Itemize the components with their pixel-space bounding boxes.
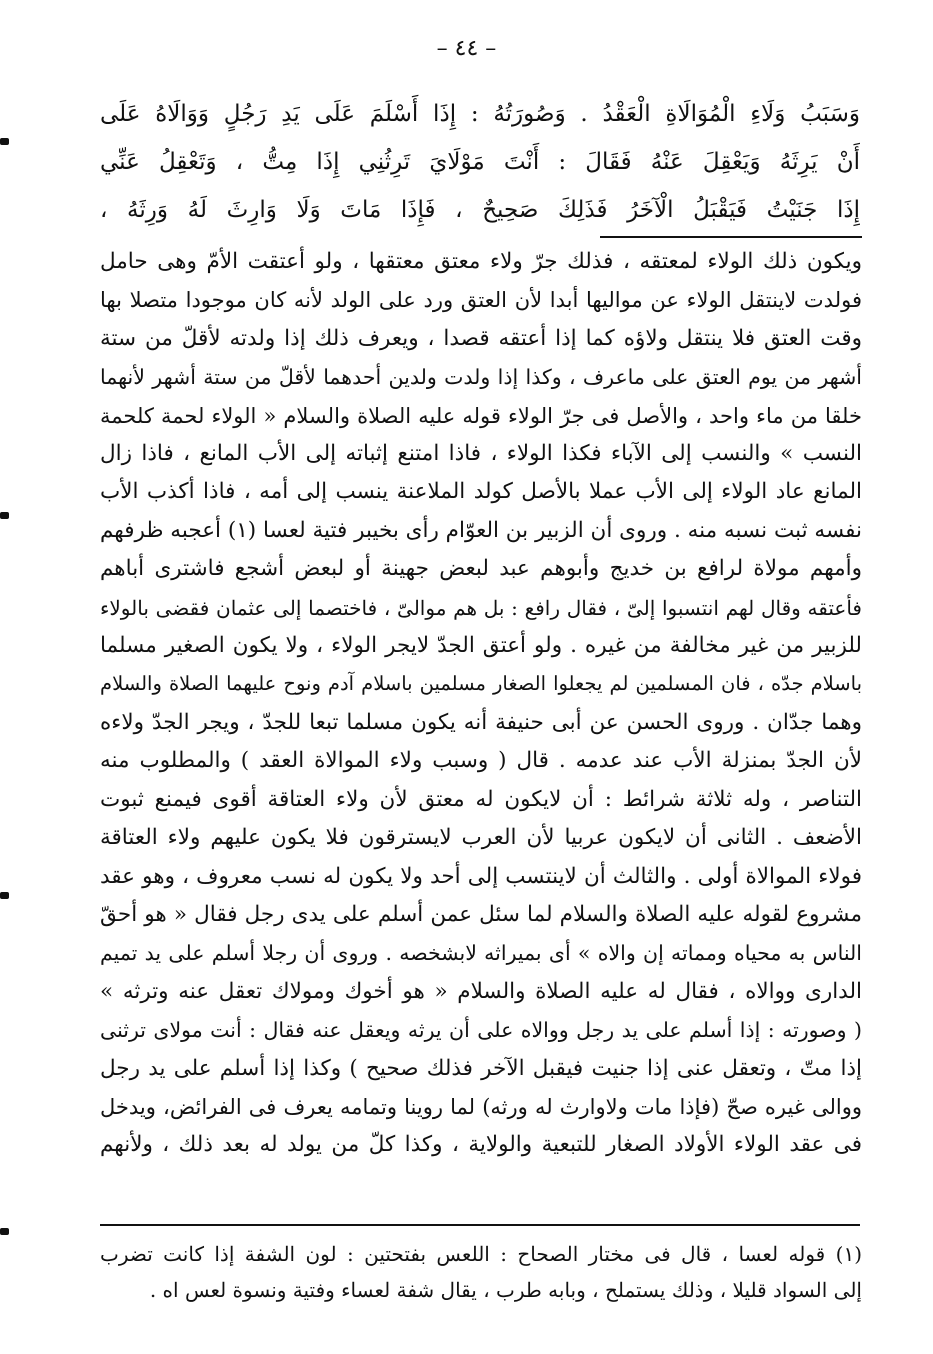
sharh-line: إذا متّ ، وتعقل عنى إذا جنيت فيقبل الآخر فذلك صحيح ) وكذا إذا أسلم على يد رجل (100, 1055, 862, 1081)
matn-line: إِذَا جَنَيْتُ فَيَقْبَلُ الْآخَرُ فَذَلِكَ صَحِيحٌ ، فَإِذَا مَاتَ وَلَا وَارِثَ لَهُ وَرِثَهُ ، (100, 197, 860, 223)
sharh-line: النسب » والنسب إلى الآباء فكذا الولاء ، فاذا امتنع إثباته إلى الأب المانع ، فاذا زال (100, 441, 862, 467)
margin-mark (0, 1228, 9, 1235)
page-number: – ٤٤ – (436, 36, 497, 61)
sharh-line: الناس به محياه ومماته إن والاه » أى بميراثه لابشخصه . وروى أن رجلا أسلم على يد تميم (100, 941, 862, 966)
sharh-text (100, 243, 862, 1165)
matn-line: أَنْ يَرِثَهُ وَيَعْقِلَ عَنْهُ فَقَالَ : أَنْتَ مَوْلَايَ تَرِثُنِي إِذَا مِتُّ ، وَتَعْقِلُ عَنِّي (100, 149, 860, 175)
footnote-line: إلى السواد قليلا ، وذلك يستملح ، وبابه طرب ، يقال شفة لعساء وفتية ونسوة لعس اه . (149, 1278, 862, 1302)
sharh-line: وأمهم مولاة لرافع بن خديج وأبوهم عبد لبعض جهينة أو لبعض أشجع فاشترى أباهم (100, 556, 862, 582)
matn-text (100, 90, 860, 234)
footnote-line: (١) قوله لعسا ، قال فى مختار الصحاح : اللعس بفتحتين : لون الشفة إذا كانت تضرب (100, 1242, 862, 1266)
sharh-line: للزبير من غير مخالفة من غيره . ولو أعتق الجدّ لايجر الولاء ، ولا يكون الصغير مسلما (100, 633, 862, 659)
sharh-line: ووالى غيره صحّ (فإذا مات ولاوارث له ورثه) لما روينا وتمامه يعرف فى الفرائض، ويدخل (100, 1094, 862, 1119)
sharh-line: الدارى ووالاه ، فقال له عليه الصلاة والسلام « هو أخوك ومولاك تعقل عنه وترثه » (100, 978, 862, 1004)
matn-divider-rule (600, 236, 862, 238)
sharh-line: فولاء الموالاة أولى . والثالث أن لاينتسب إلى أحد ولا يكون له نسب معروف ، وهو عقد (100, 863, 862, 889)
margin-mark (0, 892, 9, 899)
sharh-line: مشروع لقوله عليه الصلاة والسلام لما سئل عمن أسلم على يدى رجل فقال « هو أحقّ (100, 901, 862, 927)
sharh-line: فى عقد الولاء الأولاد الصغار للتبعية والولاية ، وكذا كلّ من يولد له بعد ذلك ، ولأنهم (100, 1132, 862, 1158)
sharh-line: أشهر من يوم العتق على ماعرف ، وكذا إذا ولدت ولدين أحدهما لأقلّ من ستة أشهر لأنهما (100, 365, 862, 390)
footnote (100, 1236, 862, 1308)
sharh-line: وهما جدّان . وروى الحسن عن أبى حنيفة أنه يكون مسلما تبعا للجدّ ، ويجر الجدّ ولاءه (100, 709, 862, 735)
sharh-line: المانع عاد الولاء إلى الأب عملا بالأصل كولد الملاعنة ينسب إلى أمه ، فاذا أكذب الأب (100, 479, 862, 505)
sharh-line: باسلام جدّه ، فان المسلمين لم يجعلوا الصغار مسلمين باسلام آدم ونوح عليهما الصلاة والسلام (100, 672, 862, 696)
sharh-line: فولدت لاينتقل الولاء عن مواليها أبدا لأن العتق ورد على الولد لأنه كان موجودا متصلا بها (100, 288, 862, 313)
margin-mark (0, 512, 9, 519)
sharh-line: وقت العتق فلا ينتقل ولاؤه كما إذا أعتقه قصدا ، ويعرف ذلك إذا ولدته لأقلّ من ستة (100, 325, 862, 351)
sharh-line: ( وصورته : إذا أسلم على يد رجل ووالاه على أن يرثه ويعقل عنه فقال : أنت مولاى ترثنى (100, 1018, 862, 1043)
margin-mark (0, 138, 9, 145)
sharh-line: نفسه ثبت نسبه منه . وروى أن الزبير بن العوّام رأى بخيبر فتية لعسا (١) أعجبه ظرفهم (100, 517, 862, 543)
sharh-line: فأعتقه وقال لهم انتسبوا إلىّ ، فقال رافع : بل هم موالىّ ، فاختصما إلى عثمان فقضى بالولاء (100, 595, 862, 620)
sharh-line: التناصر ، وله ثلاثة شرائط : أن لايكون له معتق لأن ولاء العتاقة أقوى فيمنع ثبوت (100, 786, 862, 812)
sharh-line: الأضعف . الثانى أن لايكون عربيا لأن العرب لايسترقون فلا يكون عليهم ولاء العتاقة (100, 825, 862, 851)
sharh-line: ويكون ذلك الولاء لمعتقه ، فذلك جرّ ولاء معتق معتقها ، ولو أعتقت الأمّ وهى حامل (100, 249, 862, 274)
sharh-line: خلقا من ماء واحد ، والأصل فى جرّ الولاء قوله عليه الصلاة والسلام « الولاء لحمة كلحمة (100, 403, 862, 428)
matn-line: وَسَبَبُ وَلَاءِ الْمُوَالَاةِ الْعَقْدُ . وَصُورَتُهُ : إِذَا أَسْلَمَ عَلَى يَدِ رَجُلٍ وَوَالَاهُ عَلَى (100, 101, 860, 127)
sharh-line: لأن الجدّ بمنزلة الأب عند عدمه . قال ( وسبب ولاء الموالاة العقد ) والمطلوب منه (100, 748, 862, 774)
footnote-divider-rule (100, 1224, 860, 1226)
